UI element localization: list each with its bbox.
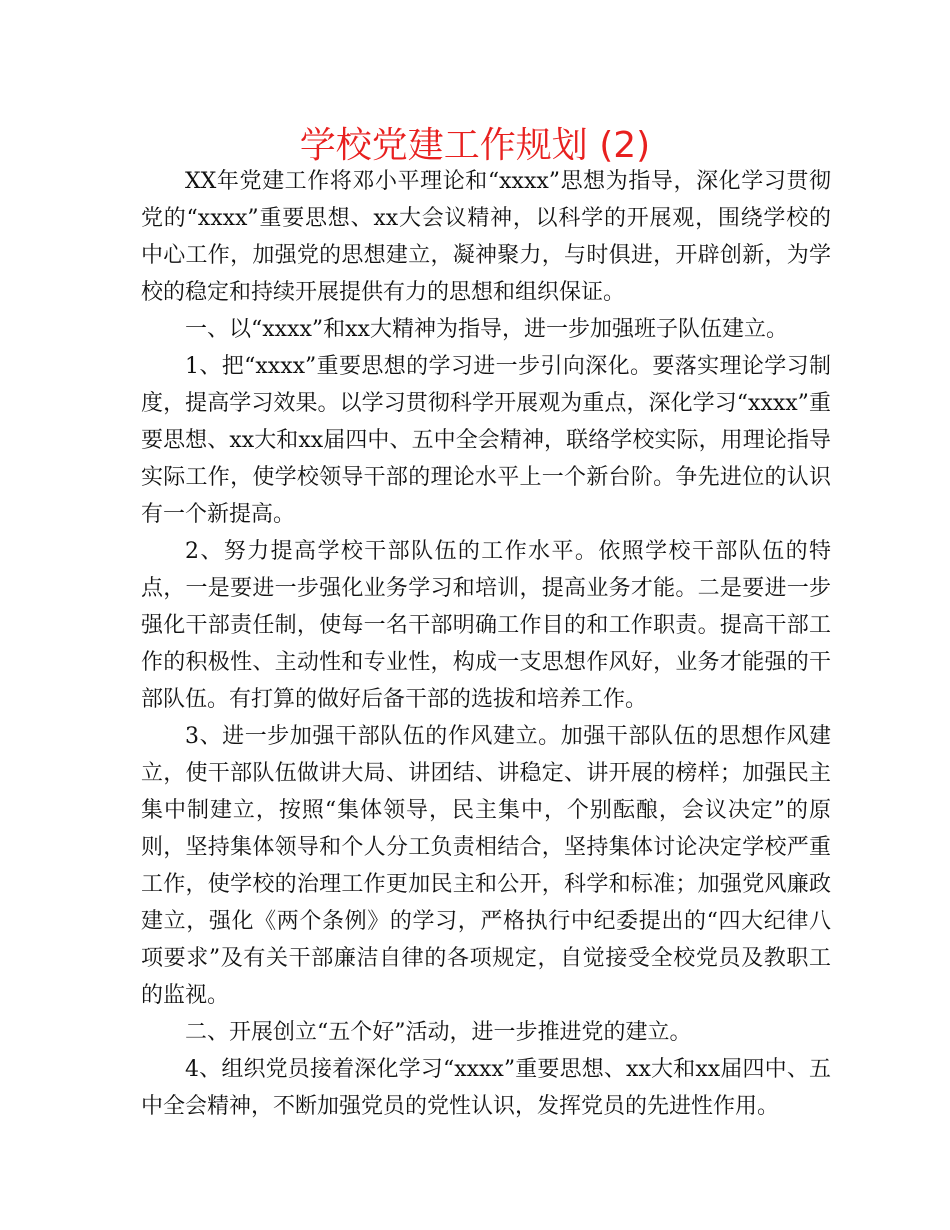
document-body xyxy=(141,163,831,1125)
paragraph-intro: XX年党建工作将邓小平理论和“xxxx”思想为指导，深化学习贯彻党的“xxxx”重要思想、xx大会议精神，以科学的开展观，围绕学校的中心工作，加强党的思想建立，凝神聚力，与时俱进，开辟创新，为学校的稳定和持续开展提供有力的思想和组织保证。 xyxy=(141,169,831,305)
document-title: 学校党建工作规划 (2) xyxy=(299,125,651,166)
paragraph-item-1: 1、把“xxxx”重要思想的学习进一步引向深化。要落实理论学习制度，提高学习效果。以学习贯彻科学开展观为重点，深化学习“xxxx”重要思想、xx大和xx届四中、五中全会精神，联络学校实际，用理论指导实际工作，使学校领导干部的理论水平上一个新台阶。争先进位的认识有一个新提高。 xyxy=(141,354,831,527)
section-heading-two: 二、开展创立“五个好”活动，进一步推进党的建立。 xyxy=(185,1020,692,1045)
section-heading-one: 一、以“xxxx”和xx大精神为指导，进一步加强班子队伍建立。 xyxy=(185,317,788,342)
paragraph-item-2: 2、努力提高学校干部队伍的工作水平。依照学校干部队伍的特点，一是要进一步强化业务学习和培训，提高业务才能。二是要进一步强化干部责任制，使每一名干部明确工作目的和工作职责。提高干部工作的积极性、主动性和专业性，构成一支思想作风好，业务才能强的干部队伍。有打算的做好后备干部的选拔和培养工作。 xyxy=(141,539,831,712)
paragraph-item-3: 3、进一步加强干部队伍的作风建立。加强干部队伍的思想作风建立，使干部队伍做讲大局、讲团结、讲稳定、讲开展的榜样；加强民主集中制建立，按照“集体领导，民主集中，个别酝酿，会议决定”的原则，坚持集体领导和个人分工负责相结合，坚持集体讨论决定学校严重工作，使学校的治理工作更加民主和公开，科学和标准；加强党风廉政建立，强化《两个条例》的学习，严格执行中纪委提出的“四大纪律八项要求”及有关干部廉洁自律的各项规定，自觉接受全校党员及教职工的监视。 xyxy=(141,724,831,1008)
paragraph-item-4: 4、组织党员接着深化学习“xxxx”重要思想、xx大和xx届四中、五中全会精神，不断加强党员的党性认识，发挥党员的先进性作用。 xyxy=(141,1057,831,1119)
